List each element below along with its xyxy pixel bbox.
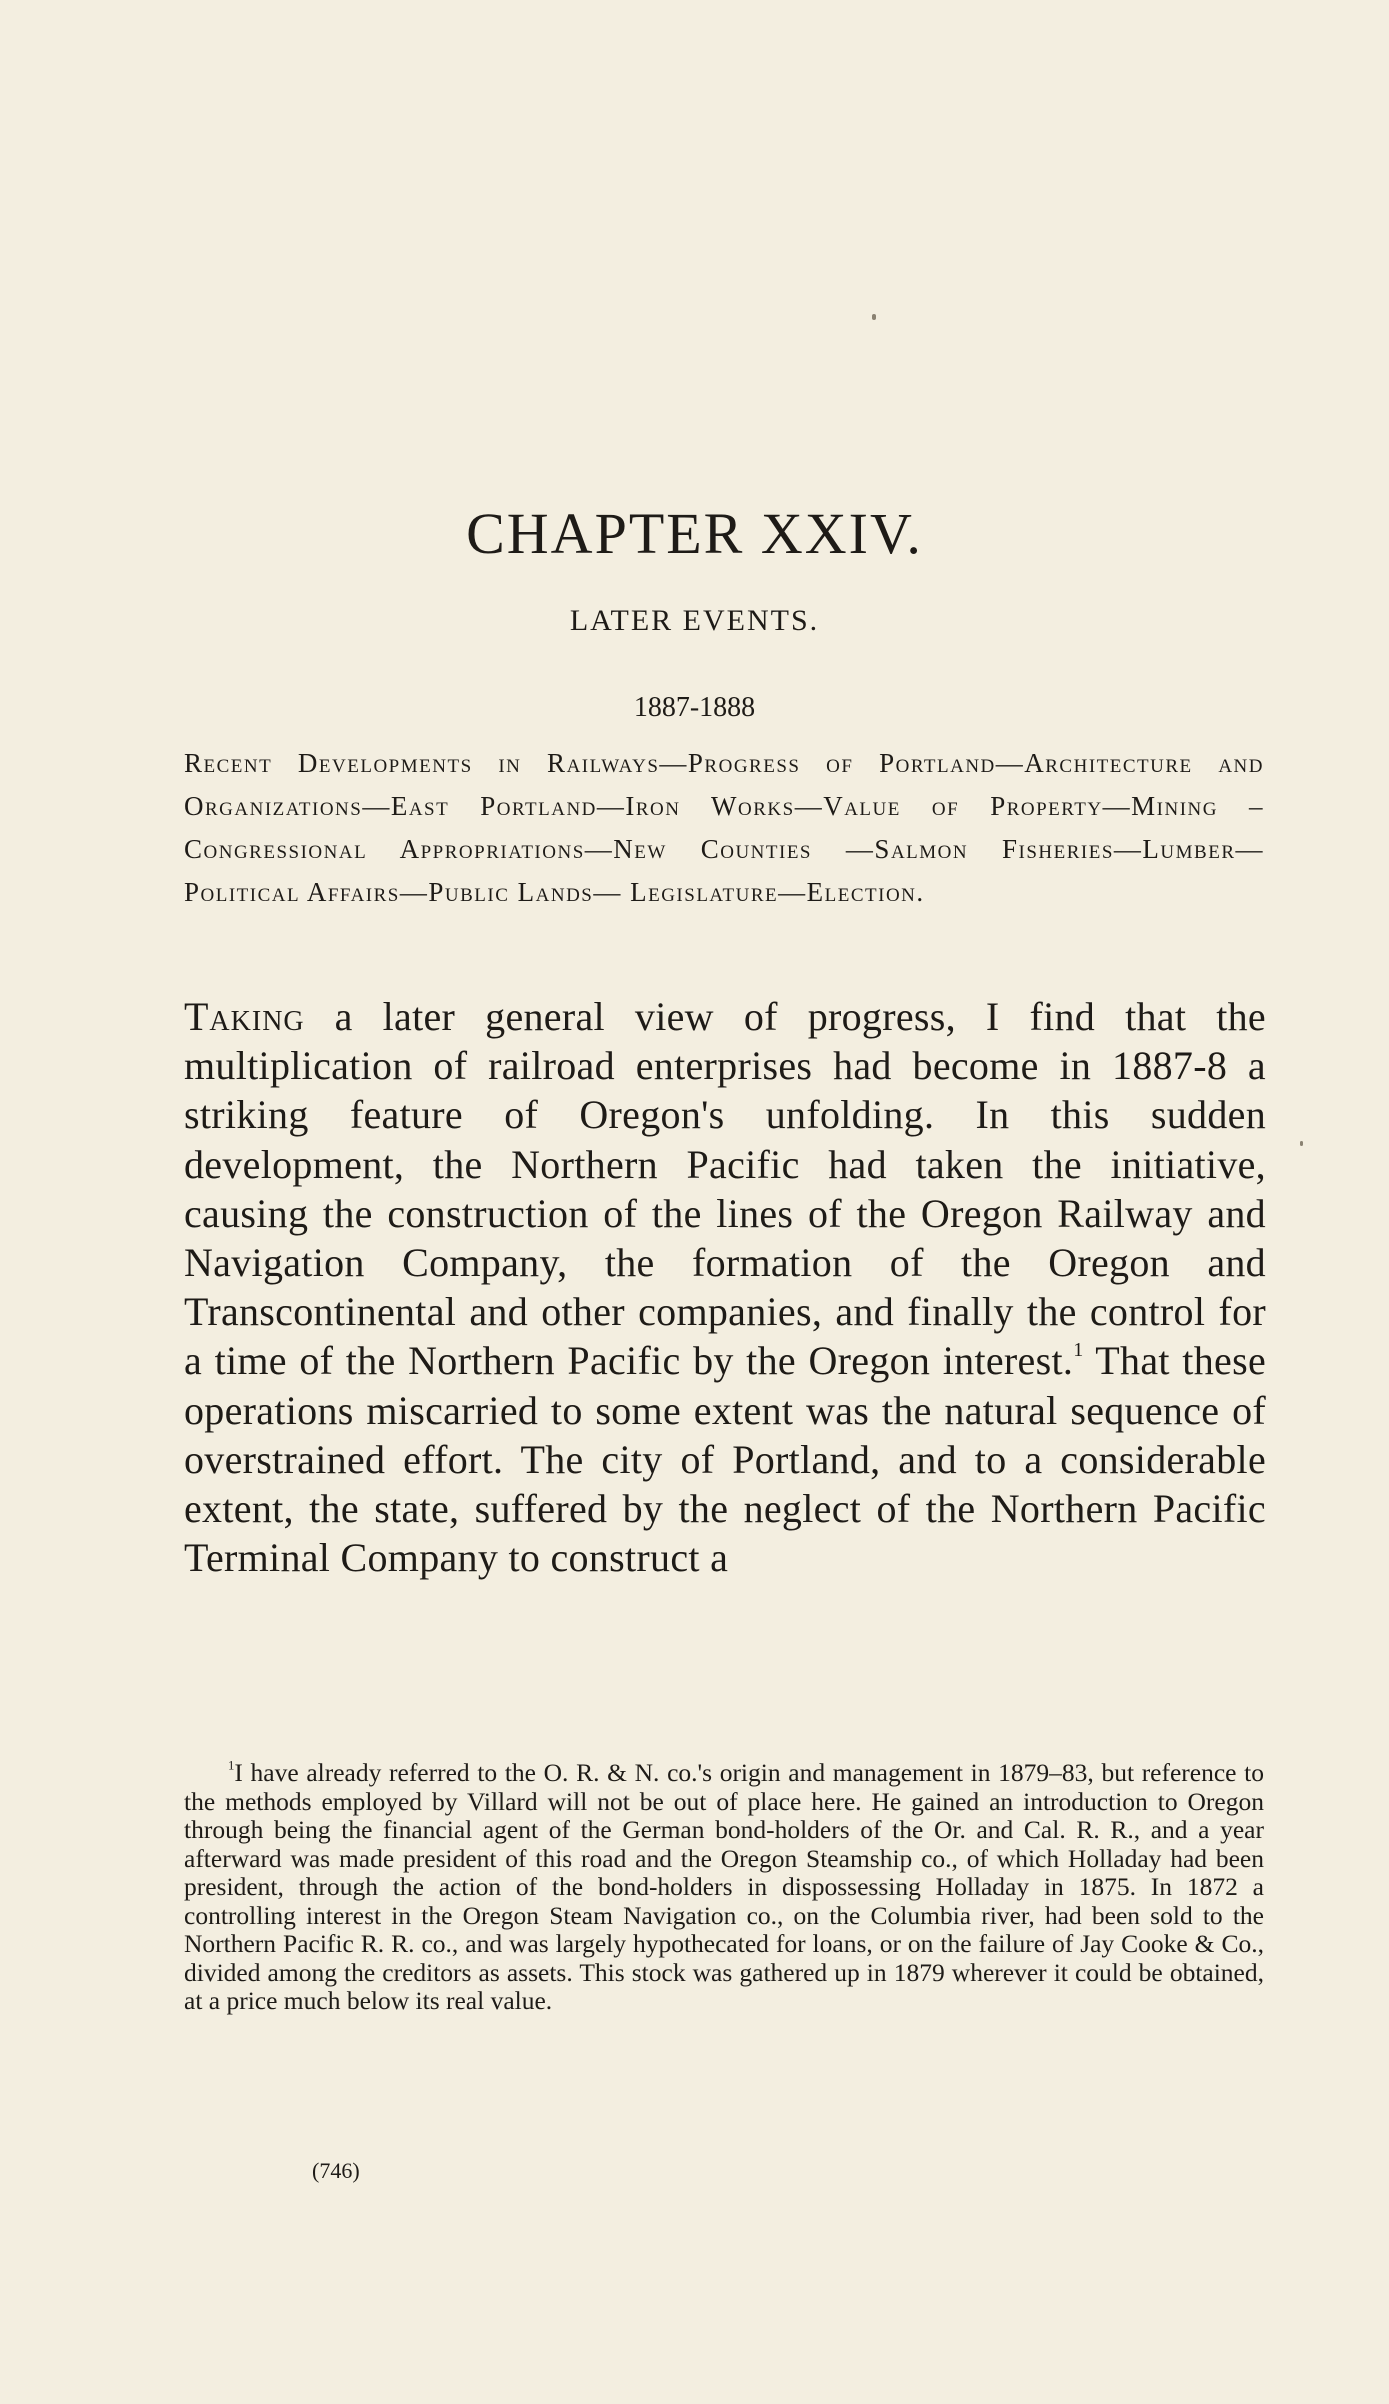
- paper-speck: [872, 314, 876, 320]
- chapter-title: CHAPTER XXIV.: [466, 501, 923, 566]
- footnote-reference: 1: [1073, 1339, 1084, 1362]
- page-number: (746): [312, 2158, 360, 2183]
- body-text-part-1: a later general view of progress, I find that the multiplication of railroad enterprises had become in 1887-8 a striking feature of Oregon's unfolding. In this sudden development, the Northern Pacific had taken the initiative, causing the construction of the lines of the Oregon Railway and Navigation Company, the formation of the Oregon and Transcontinental and other companies, and finally the control for a time of the Northern Pacific by the Oregon interest.: [184, 994, 1266, 1384]
- footnote-text: I have already referred to the O. R. & N. co.'s origin and management in 1879–83, but reference to the methods employed by Villard will not be out of place here. He gained an introduction to Oregon through being the financial agent of the German bond-holders of the Or. and Cal. R. R., and a year afterward was made president of this road and the Oregon Steamship co., of which Holladay had been president, through the action of the bond-holders in dispossessing Holladay in 1875. In 1872 a controlling interest in the Oregon Steam Navigation co., on the Columbia river, had been sold to the Northern Pacific R. R. co., and was largely hypothecated for loans, or on the failure of Jay Cooke & Co., divided among the creditors as assets. This stock was gathered up in 1879 wherever it could be obtained, at a price much below its real value.: [184, 1758, 1264, 2015]
- footnote: [184, 1759, 1264, 2016]
- body-text-part-2: That these operations miscarried to some extent was the natural sequence of overstrained effort. The city of Portland, and to a considerable extent, the state, suffered by the neglect of the Northern Pacific Terminal Company to construct a: [184, 1338, 1266, 1581]
- paragraph-lead-word: Taking: [184, 994, 305, 1039]
- chapter-synopsis: Recent Developments in Railways—Progress of Portland—Architecture and Organizations—East Portland—Iron Works—Value of Property—Mining – Congressional Appropriations—New Counties —Salmon Fisheries—Lumber—Political Affairs—Public Lands— Legislature—Election.: [184, 748, 1264, 907]
- chapter-subtitle: LATER EVENTS.: [569, 604, 820, 637]
- paper-speck: [1300, 1141, 1303, 1146]
- body-paragraph: [184, 992, 1266, 1582]
- chapter-dates: 1887-1888: [633, 692, 756, 723]
- footnote-marker: 1: [228, 1758, 235, 1773]
